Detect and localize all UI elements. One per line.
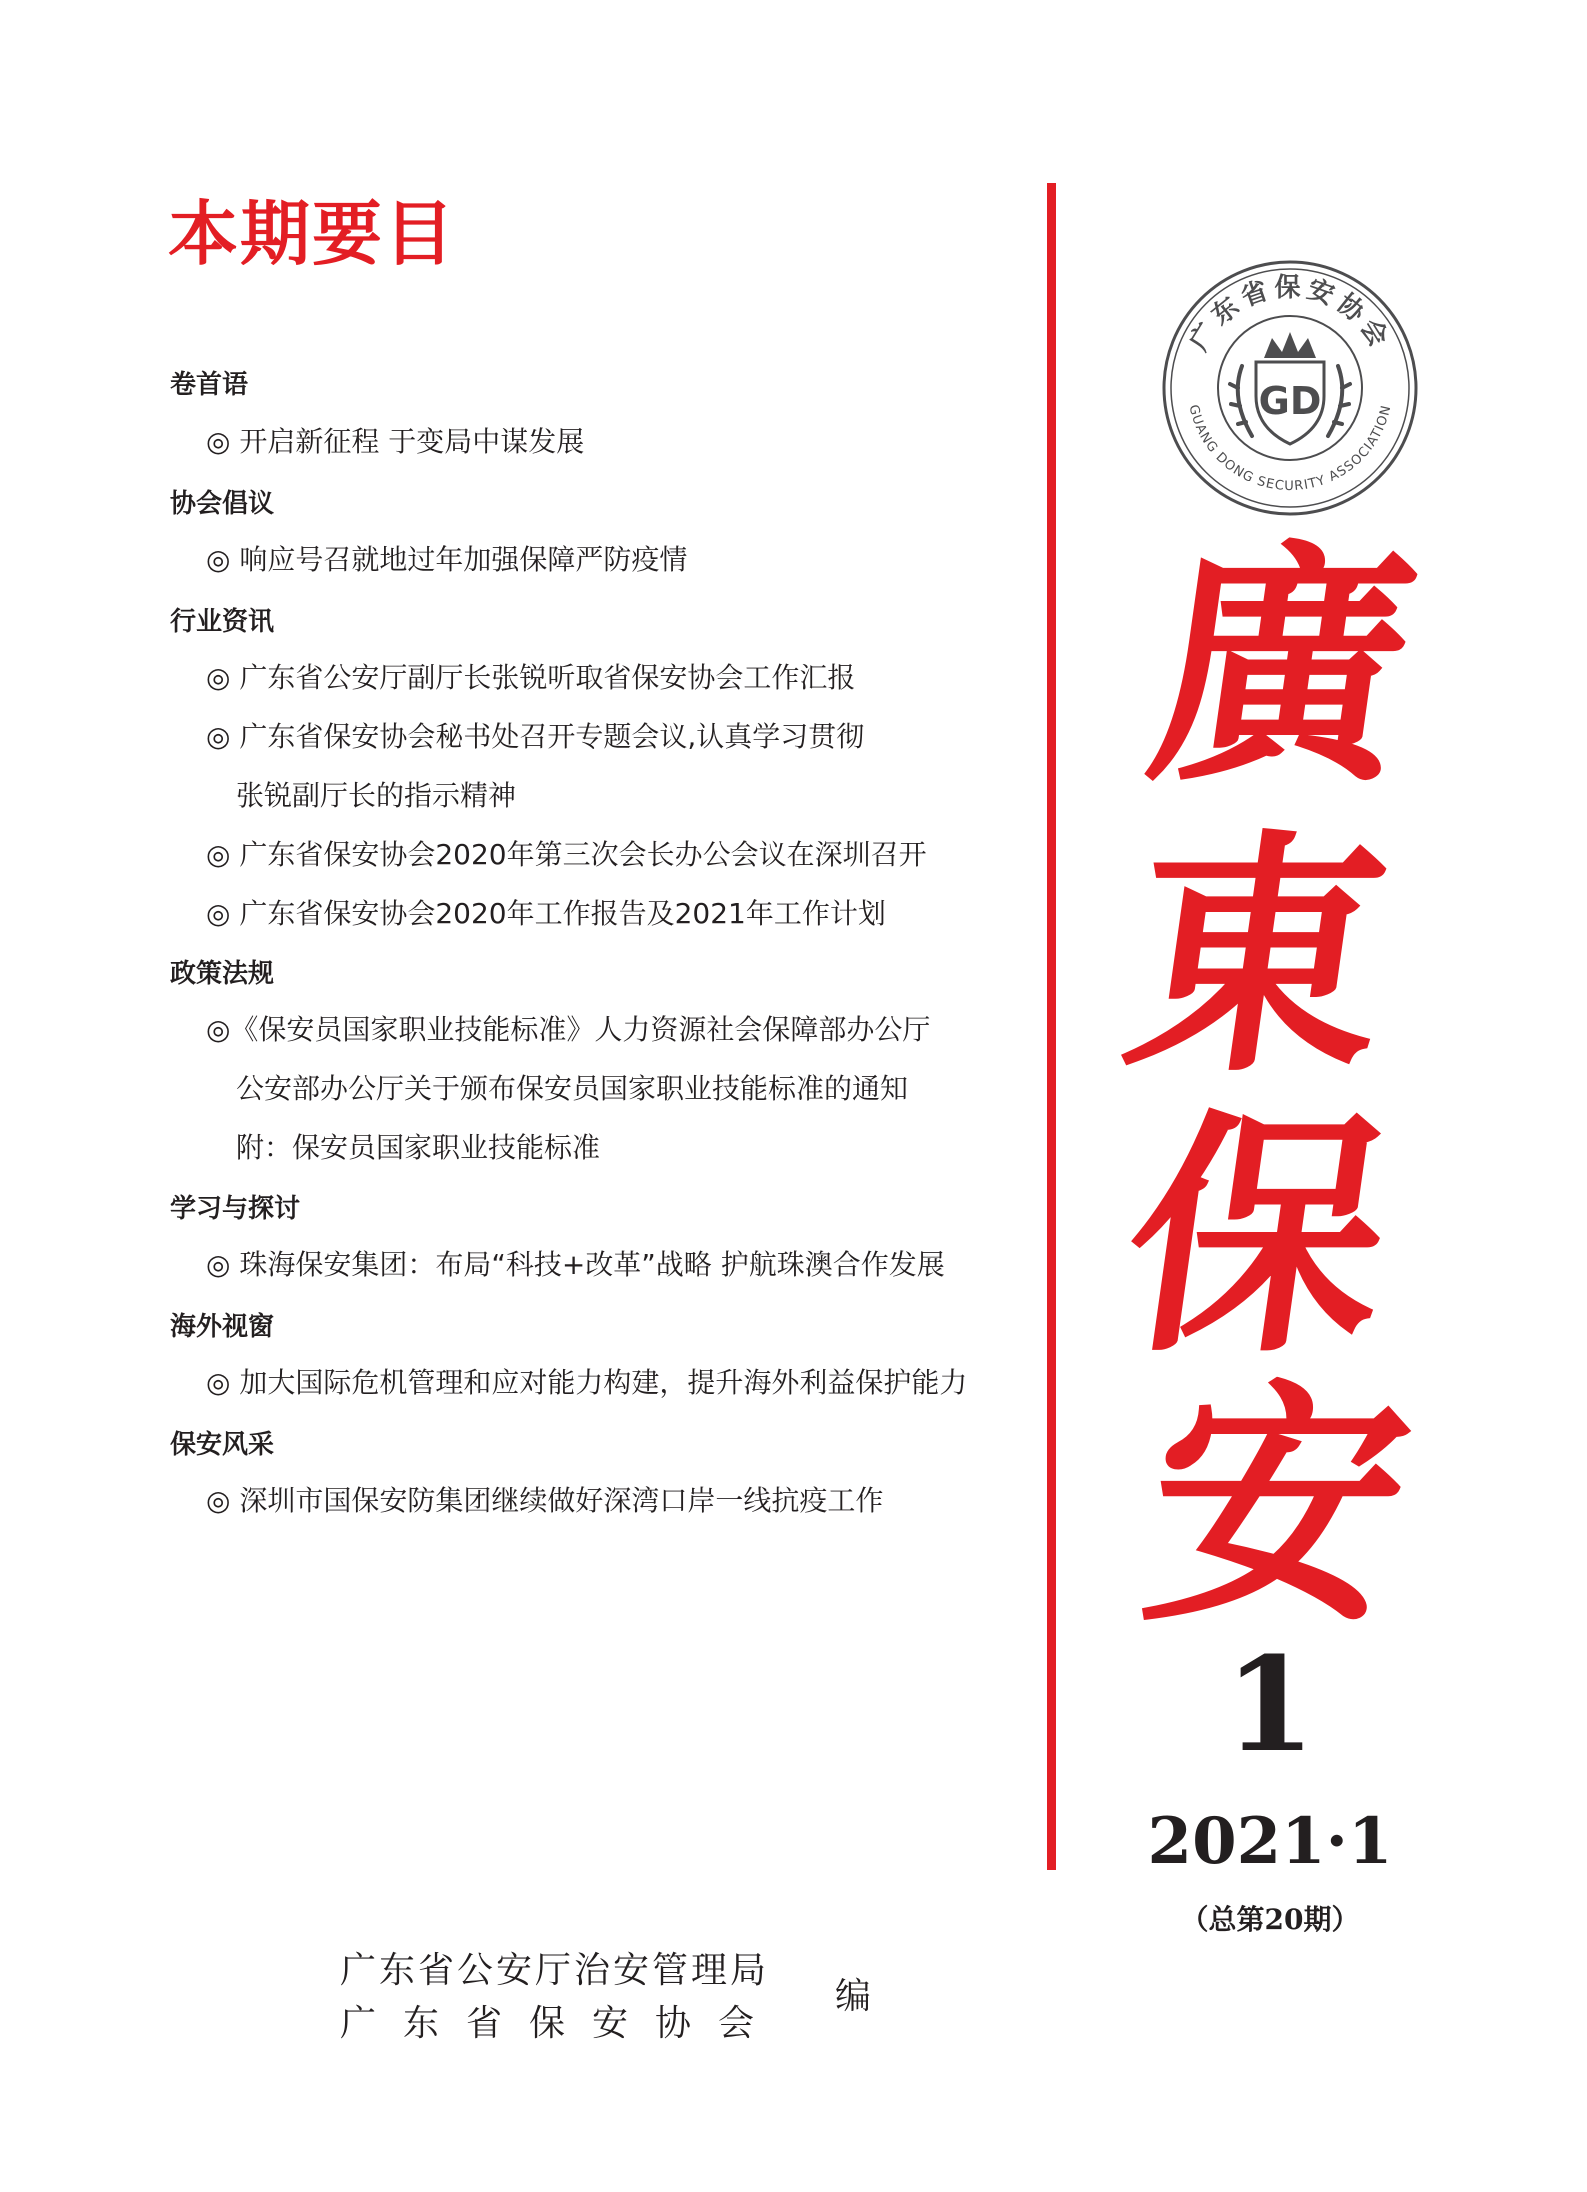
magazine-title-char: 保	[1108, 1088, 1407, 1387]
red-divider-rule	[1047, 183, 1056, 1870]
association-emblem	[1160, 258, 1420, 518]
table-of-contents	[0, 0, 1040, 1560]
issue-number: 1	[1224, 1628, 1316, 1781]
toc-item: ◎ 广东省公安厅副厅长张锐听取省保安协会工作汇报	[206, 661, 856, 694]
section-title: 学习与探讨	[170, 1194, 301, 1224]
section-title: 保安风采	[170, 1430, 275, 1460]
toc-heading: 本期要目	[168, 192, 456, 275]
toc-item-continuation: 附：保安员国家职业技能标准	[236, 1131, 601, 1164]
emblem-center-text: GD	[1258, 379, 1322, 423]
emblem-bottom-text: GUANG DONG SECURITY ASSOCIATION	[1185, 403, 1395, 495]
magazine-title-char: 廣	[1133, 518, 1432, 817]
issue-total: （总第20期）	[1180, 1903, 1360, 1936]
crown-icon	[1264, 332, 1316, 358]
toc-item: ◎ 响应号召就地过年加强保障严防疫情	[206, 543, 688, 576]
magazine-title-char: 安	[1128, 1358, 1427, 1657]
section-title: 海外视窗	[170, 1312, 275, 1342]
section-title: 政策法规	[170, 959, 275, 989]
issue-date: 2021·1	[1147, 1804, 1393, 1879]
section-title: 协会倡议	[170, 489, 275, 519]
toc-item: ◎ 加大国际危机管理和应对能力构建，提升海外利益保护能力	[206, 1366, 968, 1399]
toc-item: ◎ 珠海保安集团：布局“科技+改革”战略 护航珠澳合作发展	[206, 1248, 945, 1281]
toc-item-continuation: 张锐副厅长的指示精神	[236, 779, 517, 812]
section-title: 行业资讯	[170, 607, 275, 637]
toc-item: ◎《保安员国家职业技能标准》人力资源社会保障部办公厅	[206, 1013, 931, 1046]
emblem-top-text: 广东省保安协会	[1184, 273, 1396, 357]
publisher-line-2: 广东省保安协会	[340, 2003, 782, 2044]
toc-item: ◎ 深圳市国保安防集团继续做好深湾口岸一线抗疫工作	[206, 1484, 884, 1517]
toc-item: ◎ 广东省保安协会2020年第三次会长办公会议在深圳召开	[206, 838, 927, 871]
toc-item: ◎ 广东省保安协会秘书处召开专题会议,认真学习贯彻	[206, 720, 865, 753]
publisher-line-1: 广东省公安厅治安管理局	[340, 1950, 770, 1991]
toc-item: ◎ 开启新征程 于变局中谋发展	[206, 425, 585, 458]
toc-item-continuation: 公安部办公厅关于颁布保安员国家职业技能标准的通知	[236, 1072, 909, 1105]
edited-label: 编	[835, 1976, 872, 2017]
toc-item: ◎ 广东省保安协会2020年工作报告及2021年工作计划	[206, 897, 886, 930]
section-title: 卷首语	[170, 370, 249, 400]
magazine-title-char: 東	[1108, 808, 1407, 1107]
